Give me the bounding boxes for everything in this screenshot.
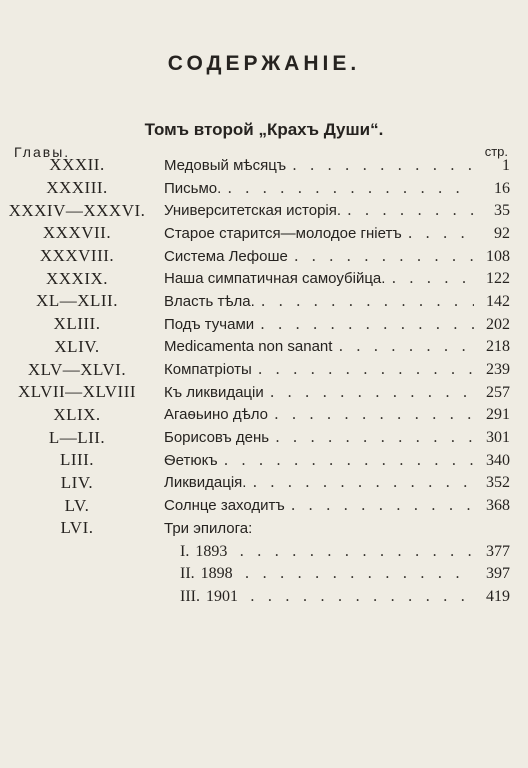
chapter-number: L—LII. bbox=[48, 427, 106, 447]
chapter-number: LVI. bbox=[60, 518, 94, 538]
chapter-number: XXXIII. bbox=[46, 178, 108, 198]
page-number: 122 bbox=[486, 270, 510, 288]
page-number: 397 bbox=[486, 565, 510, 583]
page-number: 301 bbox=[486, 429, 510, 447]
volume-subtitle: Томъ второй „Крахъ Души“. bbox=[144, 120, 384, 139]
chapter-number: XXXIV—XXXVI. bbox=[8, 200, 146, 220]
dot-leader bbox=[408, 224, 474, 242]
page-number: 202 bbox=[486, 315, 510, 333]
chapter-number: XLIX. bbox=[53, 404, 101, 424]
chapter-title: Борисовъ день bbox=[164, 429, 270, 447]
toc-entry bbox=[0, 199, 528, 222]
dot-leader bbox=[275, 428, 474, 446]
chapter-title: Солнце заходитъ bbox=[164, 497, 285, 515]
chapter-title: Наша симпатичная самоубійца. bbox=[164, 270, 386, 288]
page-number: 218 bbox=[486, 338, 510, 356]
dot-leader bbox=[250, 587, 474, 605]
chapter-title: Къ ликвидаціи bbox=[164, 383, 264, 401]
page-number: 108 bbox=[486, 247, 510, 265]
page-number: 419 bbox=[486, 587, 510, 605]
chapter-number: XXXII. bbox=[49, 155, 105, 175]
dot-leader bbox=[274, 405, 474, 423]
page-number: 377 bbox=[486, 542, 510, 560]
chapters-column-header: Главы. bbox=[14, 144, 71, 160]
dot-leader bbox=[252, 473, 474, 491]
chapter-number: LIV. bbox=[60, 472, 94, 492]
toc-entry bbox=[0, 426, 528, 449]
epilogue-year: 1893 bbox=[195, 542, 228, 560]
toc-entry bbox=[0, 336, 528, 359]
dot-leader bbox=[292, 156, 474, 174]
dot-leader bbox=[224, 451, 474, 469]
epilogue-year: 1901 bbox=[205, 587, 238, 605]
page-number: 239 bbox=[486, 361, 510, 379]
chapter-title: Подъ тучами bbox=[164, 315, 255, 333]
dot-leader bbox=[391, 269, 474, 287]
toc-entry bbox=[0, 313, 528, 336]
page-number: 352 bbox=[486, 474, 510, 492]
dot-leader bbox=[245, 564, 474, 582]
toc-entry bbox=[0, 449, 528, 472]
chapter-title: Университетская исторія. bbox=[164, 202, 342, 220]
dot-leader bbox=[347, 201, 474, 219]
page-number: 142 bbox=[486, 292, 510, 310]
chapter-number: XL—XLII. bbox=[36, 291, 118, 311]
toc-entry bbox=[0, 154, 528, 177]
chapter-title: Medicamenta non sanant bbox=[164, 338, 333, 356]
chapter-number: XXXIX. bbox=[45, 268, 109, 288]
epilogue-year: 1898 bbox=[200, 565, 233, 583]
page-number: 16 bbox=[494, 179, 510, 197]
page-title: СОДЕРЖАНІЕ. bbox=[167, 52, 361, 75]
toc-entry bbox=[0, 245, 528, 268]
chapter-number: XXXVII. bbox=[42, 223, 112, 243]
chapter-title: Система Лефоше bbox=[164, 247, 288, 265]
chapter-number: XLVII—XLVIII bbox=[17, 382, 137, 402]
epilogue-item bbox=[0, 540, 528, 563]
toc-entry bbox=[0, 404, 528, 427]
chapter-title: Три эпилога: bbox=[164, 519, 253, 537]
chapter-number: XLV—XLVI. bbox=[27, 359, 127, 379]
epilogue-roman: I. bbox=[180, 542, 190, 560]
chapter-title: Медовый мѣсяцъ bbox=[164, 156, 287, 174]
epilogue-item bbox=[0, 585, 528, 608]
toc-entry bbox=[0, 267, 528, 290]
dot-leader bbox=[338, 337, 474, 355]
chapter-number: XLIII. bbox=[53, 314, 101, 334]
chapter-number: XXXVIII. bbox=[39, 246, 115, 266]
dot-leader bbox=[270, 383, 474, 401]
toc-entry-epilogue bbox=[0, 517, 528, 540]
dot-leader bbox=[258, 360, 474, 378]
chapter-title: Ѳетюкъ bbox=[164, 451, 218, 469]
page-number: 368 bbox=[486, 497, 510, 515]
epilogue-roman: II. bbox=[180, 565, 195, 583]
toc-entry bbox=[0, 358, 528, 381]
dot-leader bbox=[291, 496, 474, 514]
toc-entry bbox=[0, 290, 528, 313]
page-number: 340 bbox=[486, 451, 510, 469]
chapter-title: Власть тѣла. bbox=[164, 292, 255, 310]
chapter-number: XLIV. bbox=[54, 336, 100, 356]
toc-entry bbox=[0, 472, 528, 495]
dot-leader bbox=[227, 179, 474, 197]
table-of-contents bbox=[0, 154, 528, 608]
dot-leader bbox=[261, 292, 474, 310]
toc-entry bbox=[0, 494, 528, 517]
page-number: 257 bbox=[486, 383, 510, 401]
chapter-title: Агаѳьино дѣло bbox=[164, 406, 269, 424]
epilogue-item bbox=[0, 562, 528, 585]
page-number: 35 bbox=[494, 202, 510, 220]
page-number: 1 bbox=[502, 156, 510, 174]
dot-leader bbox=[294, 247, 474, 265]
dot-leader bbox=[239, 542, 474, 560]
dot-leader bbox=[260, 315, 474, 333]
chapter-title: Письмо. bbox=[164, 179, 222, 197]
toc-entry bbox=[0, 177, 528, 200]
toc-entry bbox=[0, 222, 528, 245]
page-number: 92 bbox=[494, 224, 510, 242]
chapter-title: Ликвидація. bbox=[164, 474, 247, 492]
page-number: 291 bbox=[486, 406, 510, 424]
chapter-title: Старое старится—молодое гніетъ bbox=[164, 224, 402, 242]
pages-column-header: стр. bbox=[484, 144, 508, 159]
toc-entry bbox=[0, 381, 528, 404]
chapter-number: LIII. bbox=[59, 450, 95, 470]
epilogue-roman: III. bbox=[180, 587, 200, 605]
chapter-title: Компатріоты bbox=[164, 361, 252, 379]
chapter-number: LV. bbox=[64, 495, 90, 515]
